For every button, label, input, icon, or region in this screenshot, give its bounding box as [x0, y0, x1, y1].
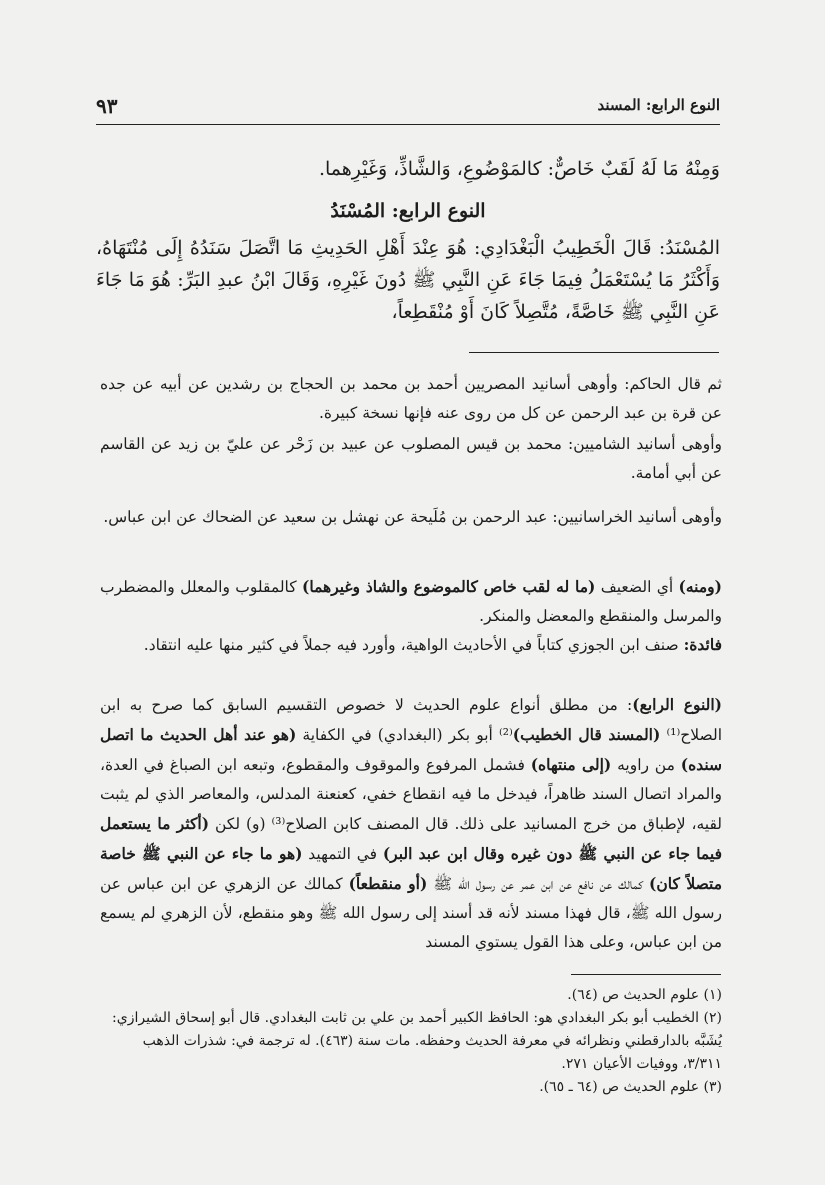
footnote-3: (٣) علوم الحديث ص (٦٤ ـ ٦٥). [539, 1079, 722, 1095]
footnote-2: (٢) الخطيب أبو بكر البغدادي هو: الحافظ الكبير أحمد بن علي بن ثابت البغدادي. قال أبو إسحاق الشيرازي: يُشَبَّه بالدارقطني ونظرائه في معرفة الحديث وحفظه. مات سنة (٤٦٣). له ترجمة في: شذرات الذهب ٣/٣١١، ووفيات الأعيان ٢٧١. [112, 1010, 722, 1072]
matn-separator [469, 352, 719, 353]
page-number: ٩٣ [96, 94, 118, 118]
matn-continuation: وَمِنْهُ مَا لَهُ لَقَبٌ خَاصٌّ: كالمَوْضُوعِ، وَالشَّاذِّ، وَغَيْرِهما. [318, 158, 720, 180]
chapter-title: النوع الرابع: المُسْنَدُ [330, 200, 486, 222]
footnote-separator [571, 974, 721, 975]
page-header [96, 90, 720, 125]
commentary-paragraph-6: (النوع الرابع): من مطلق أنواع علوم الحديث لا خصوص التقسيم السابق كما صرح به ابن الصلاح⁽¹⁾ (المسند قال الخطيب)⁽²⁾ أبو بكر (البغدادي) في الكفاية (هو عند أهل الحديث ما اتصل سنده) من راويه (إلى منتهاه) فشمل المرفوع والموقوف والمقطوع، وتبعه ابن الصباغ في العدة، والمراد اتصال السند ظاهراً، فيدخل ما فيه انقطاع خفي، كعنعنة المدلس، والمعاصر الذي لم يثبت لقيه، لإطباق من خرج المسانيد على ذلك. قال المصنف كابن الصلاح⁽³⁾ (و) لكن (أكثر ما يستعمل فيما جاء عن النبي ﷺ دون غيره وقال ابن عبد البر) في التمهيد (هو ما جاء عن النبي ﷺ خاصة متصلاً كان) كمالك عن نافع عن ابن عمر عن رسول الله ﷺ (أو منقطعاً) كمالك عن الزهري عن ابن عباس عن رسول الله ﷺ، قال فهذا مسند لأنه قد أسند إلى رسول الله ﷺ وهو منقطع، لأن الزهري لم يسمع من ابن عباس، وعلى هذا القول يستوي المسند [100, 695, 723, 951]
commentary-paragraph-1: ثم قال الحاكم: وأوهى أسانيد المصريين أحمد بن محمد بن الحجاج بن رشدين عن أبيه عن جده عن قرة بن عبد الرحمن عن كل من روى عنه فإنها نسخة كبيرة. [100, 375, 722, 422]
commentary-paragraph-4: (ومنه) أي الضعيف (ما له لقب خاص كالموضوع والشاذ وغيرهما) كالمقلوب والمعلل والمضطرب والمرسل والمنقطع والمعضل والمنكر. [100, 577, 722, 625]
commentary-paragraph-3: وأوهى أسانيد الخراسانيين: عبد الرحمن بن مُلَيحة عن نهشل بن سعيد عن الضحاك عن ابن عباس. [103, 508, 722, 526]
matn-quote: (ما له لقب خاص كالموضوع والشاذ وغيرهما) [302, 577, 596, 596]
commentary-paragraph-2: وأوهى أسانيد الشاميين: محمد بن قيس المصلوب عن عبيد بن زَحْر عن عليّ بن زيد عن القاسم عن أبي أمامة. [100, 435, 722, 482]
term-label: (ومنه) [678, 577, 722, 596]
benefit-note: فائدة: صنف ابن الجوزي كتاباً في الأحاديث الواهية، وأورد فيه جملاً في كثير منها عليه انتقاد. [143, 635, 722, 654]
running-title: النوع الرابع: المسند [597, 96, 720, 114]
benefit-label: فائدة: [683, 635, 722, 654]
footnote-1: (١) علوم الحديث ص (٦٤). [567, 987, 722, 1003]
footnotes [104, 984, 722, 1099]
matn-body: المُسْنَدُ: قَالَ الْخَطِيبُ الْبَغْدَادِي: هُوَ عِنْدَ أَهْلِ الحَدِيثِ مَا اتَّصَلَ سَنَدُهُ إِلَى مُنْتَهَاهُ، وَأَكْثَرُ مَا يُسْتَعْمَلُ فِيمَا جَاءَ عَنِ النَّبِي ﷺ دُونَ غَيْرِهِ، وَقَالَ ابْنُ عبدِ البَرِّ: هُوَ مَا جَاءَ عَنِ النَّبِي ﷺ خَاصَّةً، مُتَّصِلاً كَانَ أَوْ مُنْقَطِعاً، [96, 237, 720, 323]
